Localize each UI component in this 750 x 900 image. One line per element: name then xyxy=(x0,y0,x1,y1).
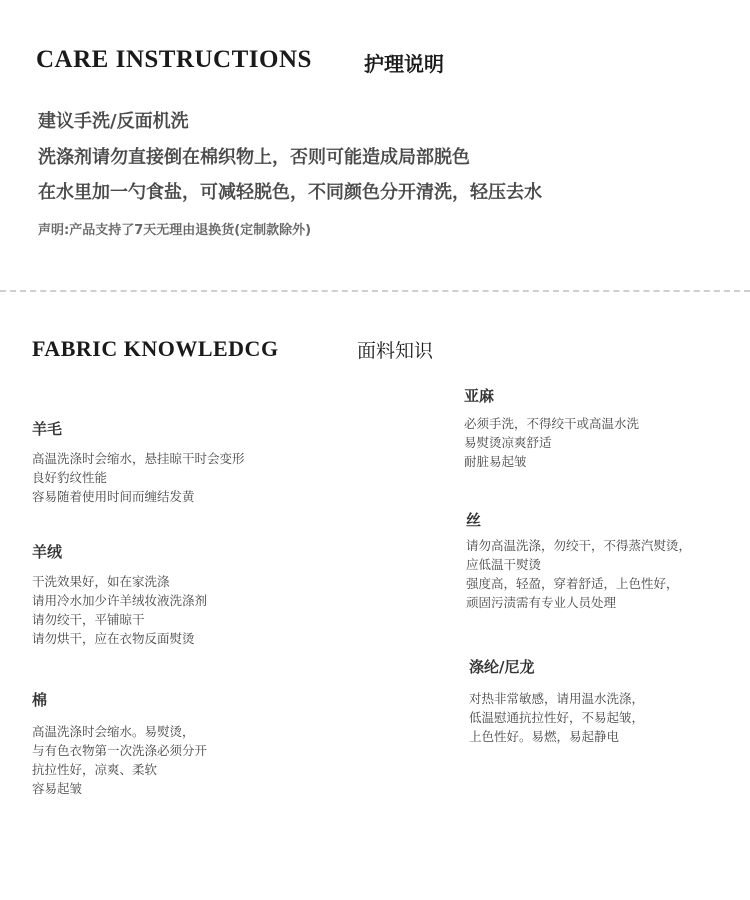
desc-line: 低温慰通抗拉性好，不易起皱， xyxy=(469,710,645,725)
fabric-name: 涤纶/尼龙 xyxy=(469,658,535,676)
desc-line: 请勿高温洗涤，勿绞干，不得蒸汽熨烫， xyxy=(466,538,692,553)
desc-line: 高温洗涤时会缩水。易熨烫， xyxy=(32,724,195,739)
desc-line: 抗拉性好，凉爽、柔软 xyxy=(32,762,158,777)
fabric-desc xyxy=(32,449,245,506)
fabric-name: 羊毛 xyxy=(32,420,63,438)
care-line-3: 在水里加一勺食盐，可减轻脱色，不同颜色分开清洗，轻压去水 xyxy=(38,182,542,203)
return-policy-notice: 声明:产品支持了7天无理由退换货(定制款除外) xyxy=(38,223,312,238)
desc-line: 容易随着使用时间而缠结发黄 xyxy=(32,489,195,504)
fabric-item-wool xyxy=(32,418,245,506)
care-title-en: CARE INSTRUCTIONS xyxy=(36,46,312,73)
fabric-item-silk xyxy=(466,509,691,612)
fabric-name: 羊绒 xyxy=(32,543,63,561)
desc-line: 顽固污渍需有专业人员处理 xyxy=(466,595,617,610)
fabric-desc xyxy=(466,536,691,612)
desc-line: 强度高，轻盈，穿着舒适，上色性好， xyxy=(466,576,679,591)
fabric-desc xyxy=(32,722,207,798)
fabric-item-polyester-nylon xyxy=(469,656,644,746)
desc-line: 容易起皱 xyxy=(32,781,83,796)
fabric-desc xyxy=(32,572,207,648)
care-title-cn: 护理说明 xyxy=(364,52,444,76)
desc-line: 请勿绞干，平铺晾干 xyxy=(32,612,145,627)
fabric-name: 丝 xyxy=(466,511,482,529)
care-line-2: 洗涤剂请勿直接倒在棉织物上，否则可能造成局部脱色 xyxy=(38,147,470,168)
fabric-item-cotton xyxy=(32,689,207,798)
fabric-name: 亚麻 xyxy=(464,387,495,405)
desc-line: 易熨烫凉爽舒适 xyxy=(464,435,552,450)
care-line-1: 建议手洗/反面机洗 xyxy=(38,111,189,132)
desc-line: 必须手洗，不得绞干或高温水洗 xyxy=(464,416,640,431)
desc-line: 高温洗涤时会缩水，悬挂晾干时会变形 xyxy=(32,451,245,466)
fabric-title-cn: 面料知识 xyxy=(357,340,434,362)
fabric-item-cashmere xyxy=(32,541,207,648)
section-divider xyxy=(0,290,750,292)
desc-line: 应低温干熨烫 xyxy=(466,557,542,572)
fabric-item-linen xyxy=(464,385,639,471)
desc-line: 请用冷水加少许羊绒妆液洗涤剂 xyxy=(32,593,208,608)
desc-line: 干洗效果好，如在家洗涤 xyxy=(32,574,170,589)
fabric-title-en: FABRIC KNOWLEDCG xyxy=(32,336,279,361)
fabric-desc xyxy=(464,414,639,471)
desc-line: 上色性好。易燃，易起静电 xyxy=(469,729,620,744)
desc-line: 耐脏易起皱 xyxy=(464,454,527,469)
fabric-desc xyxy=(469,689,644,746)
fabric-name: 棉 xyxy=(32,691,48,709)
desc-line: 良好豹纹性能 xyxy=(32,470,108,485)
desc-line: 与有色衣物第一次洗涤必须分开 xyxy=(32,743,208,758)
desc-line: 对热非常敏感，请用温水洗涤， xyxy=(469,691,645,706)
desc-line: 请勿烘干，应在衣物反面熨烫 xyxy=(32,631,195,646)
